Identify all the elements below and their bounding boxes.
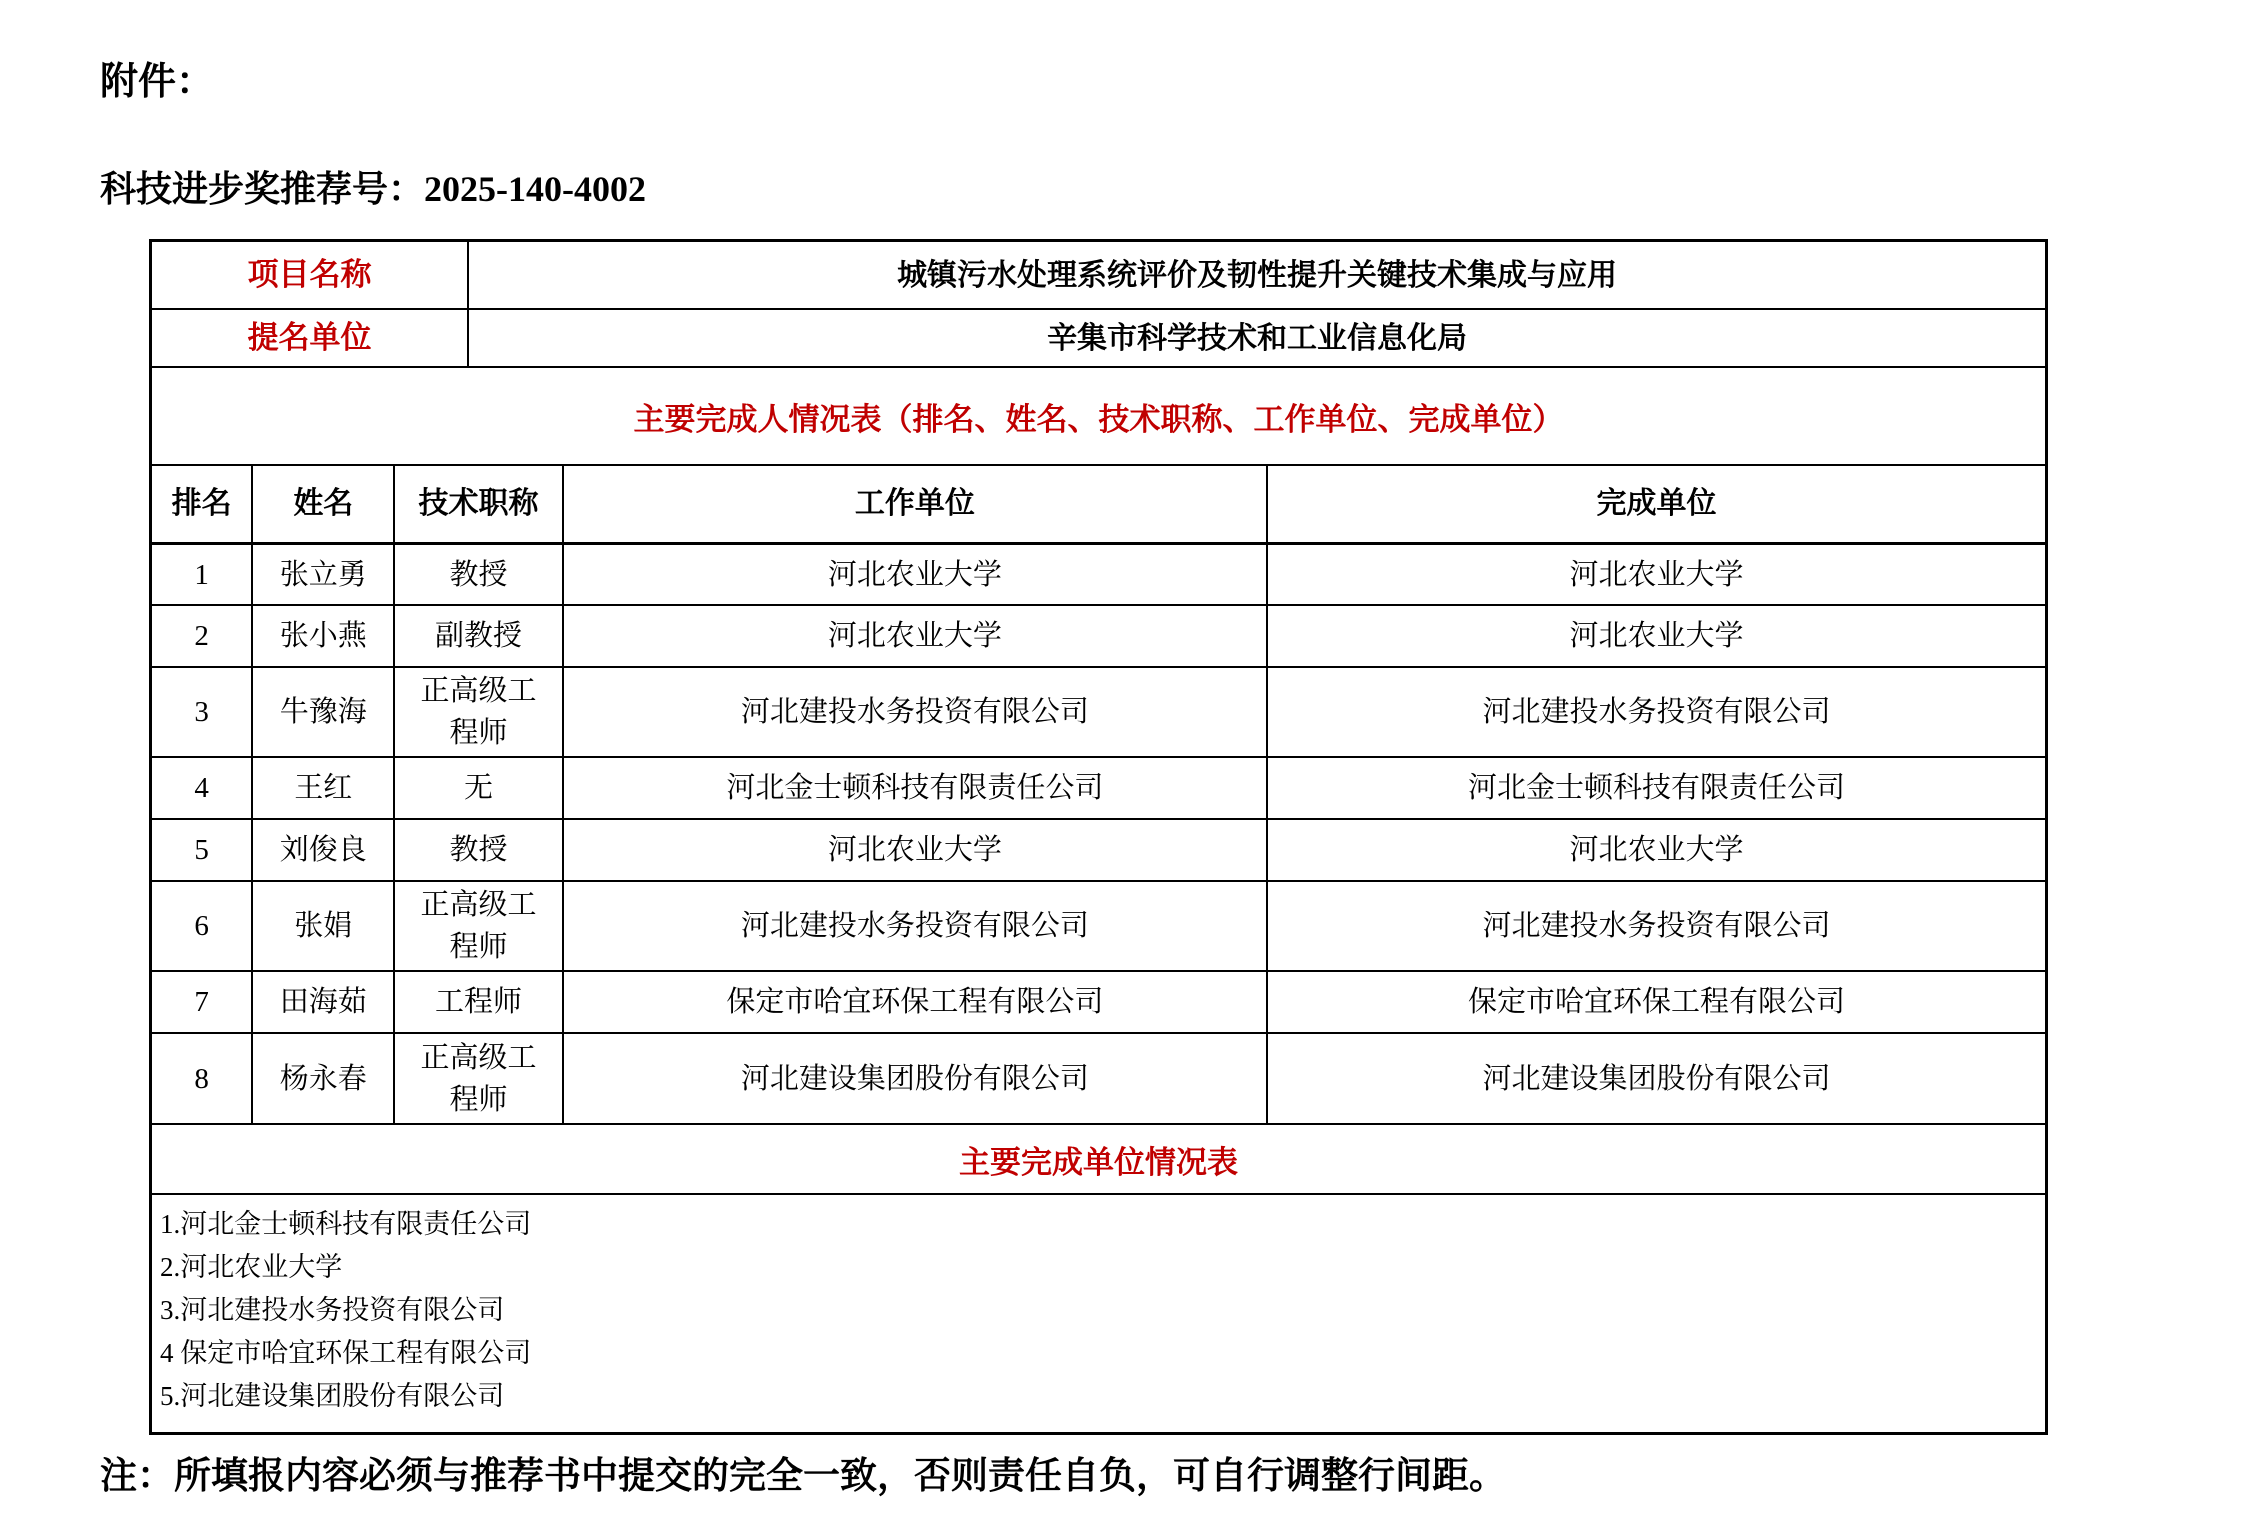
cell-work-unit: 河北建投水务投资有限公司 [563, 667, 1267, 757]
nominator-value: 辛集市科学技术和工业信息化局 [468, 309, 2045, 366]
table-row [152, 1033, 2045, 1123]
award-table [149, 239, 2048, 1435]
table-row [152, 667, 2045, 757]
attachment-heading: 附件： [100, 61, 215, 103]
cell-rank: 1 [152, 543, 252, 605]
cell-completion-unit: 河北农业大学 [1267, 605, 2045, 667]
cell-completion-unit: 河北金士顿科技有限责任公司 [1267, 757, 2045, 819]
cell-completion-unit: 保定市哈宜环保工程有限公司 [1267, 971, 2045, 1033]
header-title: 技术职称 [394, 466, 562, 543]
cell-work-unit: 保定市哈宜环保工程有限公司 [563, 971, 1267, 1033]
cell-work-unit: 河北金士顿科技有限责任公司 [563, 757, 1267, 819]
project-name-row [152, 242, 2045, 309]
nominator-label: 提名单位 [152, 309, 468, 366]
project-name-label: 项目名称 [152, 242, 468, 309]
header-name: 姓名 [252, 466, 394, 543]
completers-table-title: 主要完成人情况表（排名、姓名、技术职称、工作单位、完成单位） [152, 366, 2045, 466]
table-row [152, 543, 2045, 605]
footer-note: 注：所填报内容必须与推荐书中提交的完全一致，否则责任自负，可自行调整行间距。 [100, 1456, 1506, 1498]
cell-title: 副教授 [394, 605, 562, 667]
recommendation-line [100, 170, 2048, 210]
list-item: 4 保定市哈宜环保工程有限公司 [160, 1338, 532, 1369]
table-row [152, 971, 2045, 1033]
cell-completion-unit: 河北建投水务投资有限公司 [1267, 667, 2045, 757]
table-row [152, 881, 2045, 971]
cell-completion-unit: 河北建设集团股份有限公司 [1267, 1033, 2045, 1123]
cell-name: 张娟 [252, 881, 394, 971]
cell-title: 工程师 [394, 971, 562, 1033]
cell-work-unit: 河北建设集团股份有限公司 [563, 1033, 1267, 1123]
cell-completion-unit: 河北农业大学 [1267, 819, 2045, 881]
table-row [152, 605, 2045, 667]
list-item: 1.河北金士顿科技有限责任公司 [160, 1209, 532, 1240]
cell-rank: 6 [152, 881, 252, 971]
cell-rank: 3 [152, 667, 252, 757]
cell-rank: 2 [152, 605, 252, 667]
units-table-title: 主要完成单位情况表 [152, 1123, 2045, 1193]
cell-name: 王红 [252, 757, 394, 819]
cell-rank: 4 [152, 757, 252, 819]
cell-rank: 5 [152, 819, 252, 881]
cell-name: 刘俊良 [252, 819, 394, 881]
project-name-value: 城镇污水处理系统评价及韧性提升关键技术集成与应用 [468, 242, 2045, 309]
completers-table [152, 466, 2045, 1123]
cell-name: 张小燕 [252, 605, 394, 667]
header-work-unit: 工作单位 [563, 466, 1267, 543]
cell-rank: 8 [152, 1033, 252, 1123]
cell-name: 杨永春 [252, 1033, 394, 1123]
cell-work-unit: 河北农业大学 [563, 543, 1267, 605]
cell-completion-unit: 河北农业大学 [1267, 543, 2045, 605]
list-item: 5.河北建设集团股份有限公司 [160, 1381, 505, 1412]
cell-title: 正高级工程师 [394, 667, 562, 757]
cell-title: 无 [394, 757, 562, 819]
list-item: 3.河北建投水务投资有限公司 [160, 1295, 505, 1326]
cell-title: 教授 [394, 543, 562, 605]
cell-name: 张立勇 [252, 543, 394, 605]
cell-title: 正高级工程师 [394, 1033, 562, 1123]
list-item: 2.河北农业大学 [160, 1252, 343, 1283]
cell-work-unit: 河北农业大学 [563, 605, 1267, 667]
header-completion-unit: 完成单位 [1267, 466, 2045, 543]
cell-name: 田海茹 [252, 971, 394, 1033]
cell-title: 正高级工程师 [394, 881, 562, 971]
table-row [152, 757, 2045, 819]
header-rank: 排名 [152, 466, 252, 543]
completers-header-row [152, 466, 2045, 543]
cell-completion-unit: 河北建投水务投资有限公司 [1267, 881, 2045, 971]
project-info-table [152, 242, 2045, 366]
cell-title: 教授 [394, 819, 562, 881]
recommendation-label: 科技进步奖推荐号： [100, 168, 425, 209]
cell-work-unit: 河北建投水务投资有限公司 [563, 881, 1267, 971]
nominator-row [152, 309, 2045, 366]
units-list [152, 1193, 2045, 1432]
cell-rank: 7 [152, 971, 252, 1033]
cell-work-unit: 河北农业大学 [563, 819, 1267, 881]
table-row [152, 819, 2045, 881]
cell-name: 牛豫海 [252, 667, 394, 757]
recommendation-number: 2025-140-4002 [424, 168, 646, 209]
